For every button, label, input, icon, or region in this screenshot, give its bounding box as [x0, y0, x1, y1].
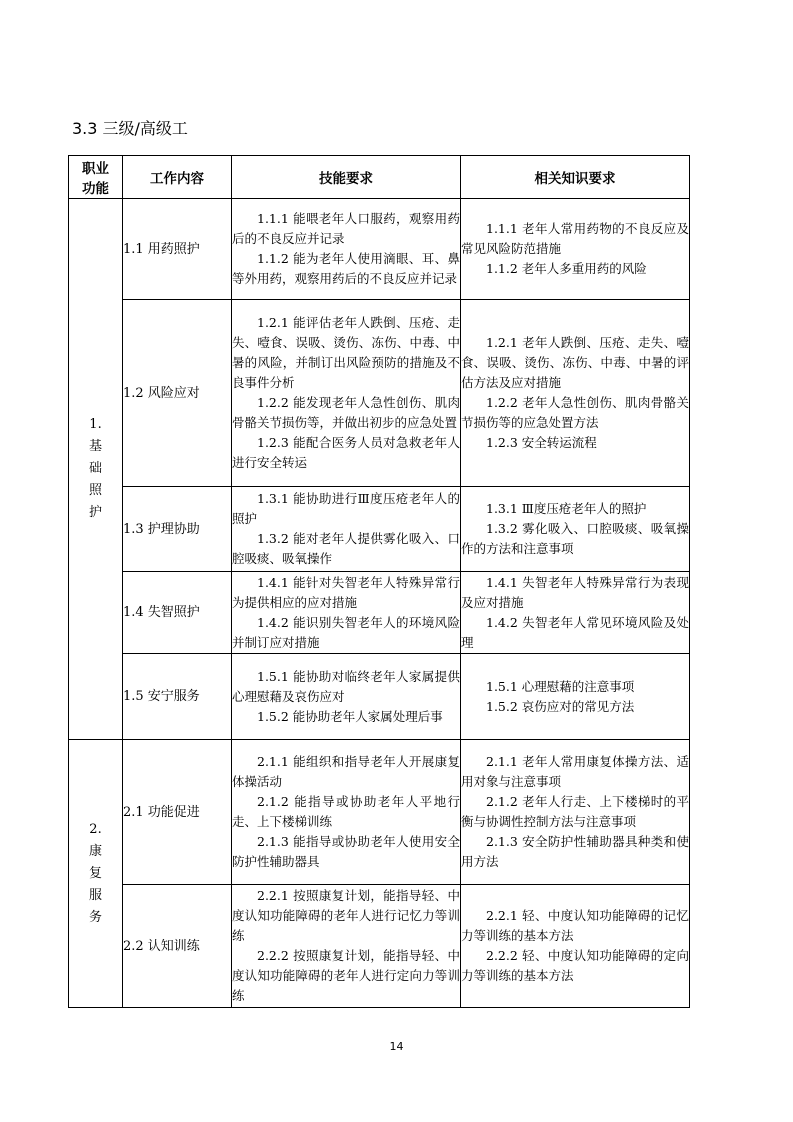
skills-item: 2.2.2 按照康复计划，能指导轻、中度认知功能障碍的老年人进行定向力等训练 [232, 948, 460, 1003]
skills-item: 2.1.2 能指导或协助老年人平地行走、上下楼梯训练 [232, 794, 460, 829]
skills-item: 1.3.2 能对老年人提供雾化吸入、口腔吸痰、吸氧操作 [232, 531, 460, 566]
work-content-cell: 1.5 安宁服务 [123, 654, 232, 740]
table-row [69, 487, 690, 572]
knowledge-item: 2.2.1 轻、中度认知功能障碍的记忆力等训练的基本方法 [461, 908, 689, 943]
function-label-line: 1. [89, 417, 102, 432]
skills-cell [232, 885, 461, 1008]
table-row [69, 199, 690, 300]
skills-cell [232, 654, 461, 740]
knowledge-item: 1.4.1 失智老年人特殊异常行为表现及应对措施 [461, 574, 689, 610]
table-header-row [69, 156, 690, 199]
knowledge-item: 1.5.2 哀伤应对的常见方法 [486, 698, 635, 714]
skills-table [68, 155, 690, 1008]
knowledge-item: 1.4.2 失智老年人常见环境风险及处理 [461, 614, 689, 650]
function-label-line: 基 [88, 439, 102, 454]
knowledge-cell [461, 572, 690, 654]
table-row [69, 740, 690, 885]
skills-item: 1.1.2 能为老年人使用滴眼、耳、鼻等外用药，观察用药后的不良反应并记录 [232, 251, 460, 286]
knowledge-cell [461, 300, 690, 487]
skills-item: 2.2.1 按照康复计划，能指导轻、中度认知功能障碍的老年人进行记忆力等训练 [232, 888, 460, 943]
knowledge-cell [461, 654, 690, 740]
work-content-cell: 1.4 失智照护 [123, 572, 232, 654]
table-row [69, 300, 690, 487]
skills-item: 1.5.2 能协助老年人家属处理后事 [257, 708, 443, 724]
skills-item: 1.4.2 能识别失智老年人的环境风险并制订应对措施 [232, 614, 460, 650]
knowledge-item: 1.2.3 安全转运流程 [486, 435, 597, 450]
knowledge-item: 1.1.2 老年人多重用药的风险 [486, 261, 647, 276]
table-row [69, 654, 690, 740]
skills-item: 1.3.1 能协助进行Ⅲ度压疮老年人的照护 [232, 491, 460, 526]
knowledge-item: 2.1.1 老年人常用康复体操方法、适用对象与注意事项 [461, 754, 689, 789]
knowledge-item: 1.5.1 心理慰藉的注意事项 [486, 678, 635, 694]
header-content: 工作内容 [123, 156, 232, 199]
function-label-line: 复 [88, 865, 102, 881]
table-row [69, 885, 690, 1008]
knowledge-cell [461, 885, 690, 1008]
knowledge-cell [461, 740, 690, 885]
skills-item: 1.4.1 能针对失智老年人特殊异常行为提供相应的应对措施 [232, 574, 460, 610]
skills-item: 1.2.1 能评估老年人跌倒、压疮、走失、噎食、误吸、烫伤、冻伤、中毒、中暑的风险，并制订出风险预防的措施及不良事件分析 [232, 315, 460, 390]
work-content-cell: 1.2 风险应对 [123, 300, 232, 487]
knowledge-item: 2.1.2 老年人行走、上下楼梯时的平衡与协调性控制方法与注意事项 [461, 794, 689, 829]
header-skills: 技能要求 [232, 156, 461, 199]
work-content-cell: 1.3 护理协助 [123, 487, 232, 572]
skills-item: 2.1.1 能组织和指导老年人开展康复体操活动 [232, 754, 460, 789]
knowledge-cell [461, 199, 690, 300]
skills-item: 1.2.2 能发现老年人急性创伤、肌肉骨骼关节损伤等，并做出初步的应急处置 [232, 395, 460, 430]
page-number: 14 [389, 1040, 404, 1053]
table-body [69, 199, 690, 1008]
knowledge-item: 1.3.2 雾化吸入、口腔吸痰、吸氧操作的方法和注意事项 [461, 521, 689, 556]
function-label-line: 照 [88, 483, 102, 498]
skills-cell [232, 572, 461, 654]
function-cell [69, 199, 123, 740]
work-content-cell: 1.1 用药照护 [123, 199, 232, 300]
function-cell [69, 740, 123, 1008]
knowledge-item: 1.1.1 老年人常用药物的不良反应及常见风险防范措施 [461, 221, 689, 256]
knowledge-item: 2.2.2 轻、中度认知功能障碍的定向力等训练的基本方法 [461, 948, 689, 983]
table-row [69, 572, 690, 654]
knowledge-item: 1.2.1 老年人跌倒、压疮、走失、噎食、误吸、烫伤、冻伤、中毒、中暑的评估方法及应对措施 [461, 335, 689, 390]
knowledge-cell [461, 487, 690, 572]
skills-cell [232, 300, 461, 487]
knowledge-item: 2.1.3 安全防护性辅助器具种类和使用方法 [461, 834, 689, 869]
skills-item: 1.2.3 能配合医务人员对急救老年人进行安全转运 [232, 435, 460, 470]
function-label-line: 护 [88, 505, 102, 520]
skills-cell [232, 740, 461, 885]
function-label-line: 康 [88, 843, 102, 859]
header-knowledge: 相关知识要求 [461, 156, 690, 199]
skills-item: 2.1.3 能指导或协助老年人使用安全防护性辅助器具 [232, 834, 460, 869]
section-title: 3.3 三级/高级工 [72, 119, 188, 138]
skills-cell [232, 487, 461, 572]
header-function [69, 156, 123, 199]
work-content-cell: 2.1 功能促进 [123, 740, 232, 885]
function-label-line: 服 [88, 887, 102, 903]
skills-item: 1.1.1 能喂老年人口服药，观察用药后的不良反应并记录 [232, 211, 460, 246]
knowledge-item: 1.2.2 老年人急性创伤、肌肉骨骼关节损伤等的应急处置方法 [461, 395, 689, 430]
function-label-line: 础 [88, 461, 102, 476]
header-function-line: 职业 [82, 161, 109, 177]
function-label-line: 2. [89, 821, 102, 837]
header-function-line: 功能 [82, 181, 109, 197]
knowledge-item: 1.3.1 Ⅲ度压疮老年人的照护 [486, 501, 647, 516]
work-content-cell: 2.2 认知训练 [123, 885, 232, 1008]
function-label-line: 务 [88, 909, 102, 925]
skills-cell [232, 199, 461, 300]
skills-item: 1.5.1 能协助对临终老年人家属提供心理慰藉及哀伤应对 [232, 668, 460, 704]
